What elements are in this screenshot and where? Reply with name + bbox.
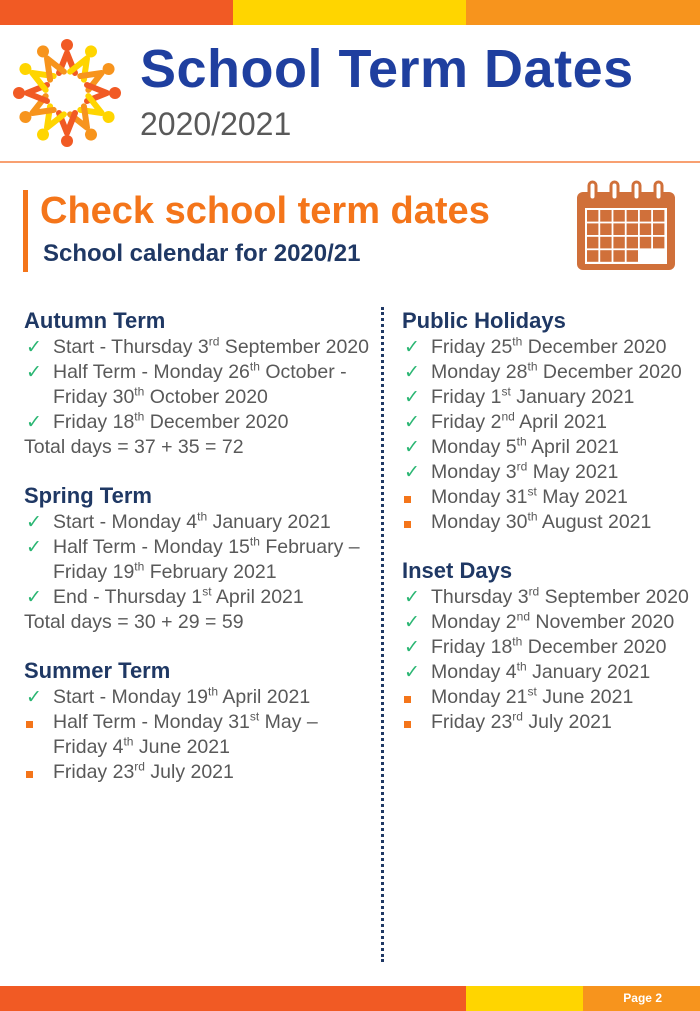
square-bullet-icon [404, 485, 424, 510]
date-text: Friday 1st January 2021 [431, 384, 635, 408]
date-text: Friday 18th December 2020 [53, 409, 289, 433]
bottom-color-bar [0, 986, 700, 1011]
date-item [24, 760, 374, 785]
date-item [24, 360, 374, 410]
date-item [402, 585, 697, 610]
term-dates-column [24, 307, 374, 785]
date-item [402, 485, 697, 510]
header-divider [0, 161, 700, 163]
date-item [24, 335, 374, 360]
date-text: Monday 4th January 2021 [431, 659, 651, 683]
date-text: Friday 25th December 2020 [431, 334, 667, 358]
school-year: 2020/2021 [140, 106, 292, 142]
public-holidays-title: Public Holidays [402, 308, 566, 333]
autumn-term-section [24, 307, 374, 460]
check-icon: ✓ [404, 387, 420, 408]
date-item [402, 435, 697, 460]
date-text: Half Term - Monday 26th October - Friday 30th October 2020 [53, 359, 347, 408]
check-icon: ✓ [26, 337, 42, 358]
check-icon: ✓ [404, 412, 420, 433]
date-item [24, 710, 374, 760]
square-bullet-icon [404, 685, 424, 710]
date-item [24, 535, 374, 585]
date-text: Monday 3rd May 2021 [431, 459, 619, 483]
page-title: School Term Dates [140, 39, 634, 99]
date-text: Monday 31st May 2021 [431, 484, 628, 508]
summer-term-title: Summer Term [24, 658, 171, 683]
date-text: Half Term - Monday 31st May – Friday 4th June 2021 [53, 709, 318, 758]
date-text: Monday 30th August 2021 [431, 509, 652, 533]
date-text: Friday 2nd April 2021 [431, 409, 607, 433]
check-icon: ✓ [26, 587, 42, 608]
date-item [24, 510, 374, 535]
total-days: Total days = 37 + 35 = 72 [24, 436, 244, 458]
check-icon: ✓ [26, 412, 42, 433]
date-item [402, 685, 697, 710]
check-icon: ✓ [404, 637, 420, 658]
holidays-column [402, 307, 697, 735]
date-text: Friday 23rd July 2021 [431, 709, 612, 733]
square-bullet-icon [26, 710, 46, 735]
autumn-term-title: Autumn Term [24, 308, 166, 333]
date-item [24, 410, 374, 435]
date-item [402, 460, 697, 485]
date-text: Start - Monday 4th January 2021 [53, 509, 331, 533]
page-number: Page 2 [623, 991, 662, 1005]
calendar-icon [575, 180, 677, 272]
public-holidays-section [402, 307, 697, 535]
date-item [402, 710, 697, 735]
date-item [402, 410, 697, 435]
check-icon: ✓ [404, 587, 420, 608]
check-icon: ✓ [404, 462, 420, 483]
sun-children-logo [8, 37, 126, 149]
section-heading: Check school term dates [40, 190, 490, 232]
date-text: Friday 23rd July 2021 [53, 759, 234, 783]
date-item [402, 660, 697, 685]
check-icon: ✓ [26, 362, 42, 383]
date-text: Monday 21st June 2021 [431, 684, 634, 708]
summer-term-section [24, 657, 374, 785]
date-text: Start - Thursday 3rd September 2020 [53, 334, 369, 358]
date-text: Friday 18th December 2020 [431, 634, 667, 658]
check-icon: ✓ [26, 512, 42, 533]
date-text: Monday 5th April 2021 [431, 434, 619, 458]
date-text: Monday 2nd November 2020 [431, 609, 675, 633]
date-text: Monday 28th December 2020 [431, 359, 682, 383]
date-text: Thursday 3rd September 2020 [431, 584, 689, 608]
top-color-bar [0, 0, 700, 25]
date-item [402, 360, 697, 385]
total-days: Total days = 30 + 29 = 59 [24, 611, 244, 633]
date-text: Half Term - Monday 15th February – Friday 19th February 2021 [53, 534, 360, 583]
check-icon: ✓ [404, 662, 420, 683]
date-item [24, 685, 374, 710]
date-item [402, 610, 697, 635]
date-item [402, 385, 697, 410]
spring-term-title: Spring Term [24, 483, 152, 508]
date-text: Start - Monday 19th April 2021 [53, 684, 311, 708]
heading-accent-bar [23, 190, 28, 272]
spring-term-section [24, 482, 374, 635]
date-item [402, 635, 697, 660]
column-divider [381, 307, 384, 962]
check-icon: ✓ [404, 362, 420, 383]
check-icon: ✓ [26, 537, 42, 558]
date-item [24, 585, 374, 610]
date-item [402, 510, 697, 535]
inset-days-title: Inset Days [402, 558, 513, 583]
square-bullet-icon [26, 760, 46, 785]
square-bullet-icon [404, 710, 424, 735]
section-subheading: School calendar for 2020/21 [43, 240, 361, 267]
date-item [402, 335, 697, 360]
check-icon: ✓ [404, 437, 420, 458]
date-text: End - Thursday 1st April 2021 [53, 584, 304, 608]
check-icon: ✓ [404, 337, 420, 358]
inset-days-section [402, 557, 697, 735]
check-icon: ✓ [404, 612, 420, 633]
square-bullet-icon [404, 510, 424, 535]
check-icon: ✓ [26, 687, 42, 708]
